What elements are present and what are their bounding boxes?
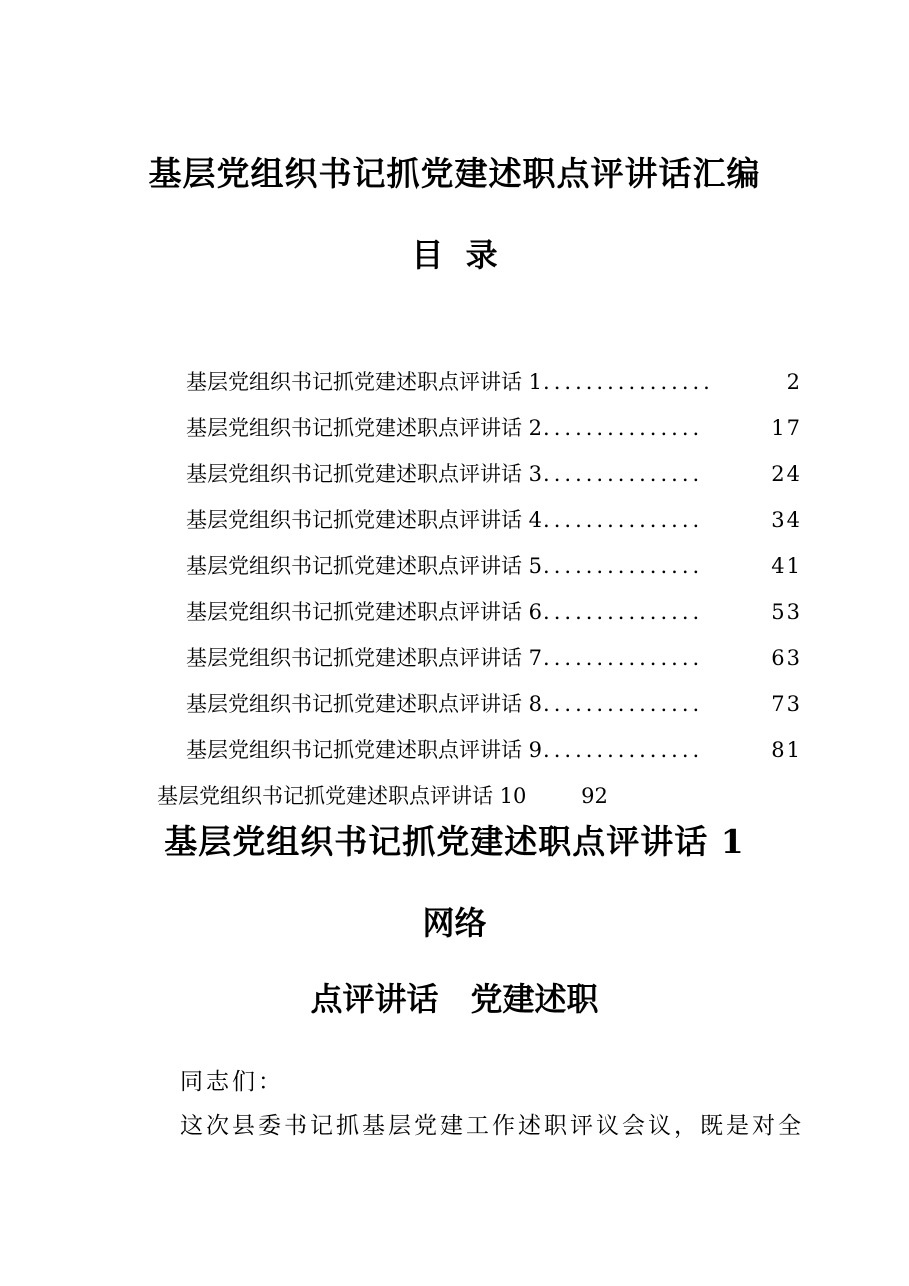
keyword: 点评讲话: [310, 980, 439, 1018]
toc-entry-page: 92: [581, 784, 608, 808]
toc-entry-page: 17: [771, 416, 802, 440]
toc-entry-page: 34: [771, 508, 802, 532]
toc-leader-dots: ...............: [543, 646, 704, 670]
toc-entry[interactable]: [186, 410, 802, 456]
toc-entry-title: 基层党组织书记抓党建述职点评讲话 6: [186, 600, 543, 624]
toc-leader-dots: ................: [543, 370, 714, 394]
toc-leader-dots: ...............: [543, 692, 704, 716]
toc-entry-page: 41: [771, 554, 802, 578]
toc-leader-dots: ...............: [543, 462, 704, 486]
toc-entry-title: 基层党组织书记抓党建述职点评讲话 5: [186, 554, 543, 578]
toc-entry[interactable]: [186, 502, 802, 548]
toc-entry-title: 基层党组织书记抓党建述职点评讲话 7: [186, 646, 543, 670]
toc-leader-dots: ...............: [543, 508, 704, 532]
toc-entry-page: 24: [771, 462, 802, 486]
toc-entry-title: 基层党组织书记抓党建述职点评讲话 1: [186, 370, 543, 394]
toc-entry-last[interactable]: [157, 778, 608, 814]
toc-entry[interactable]: [186, 640, 802, 686]
toc-entry-page: 63: [771, 646, 802, 670]
toc-entry-title: 基层党组织书记抓党建述职点评讲话 4: [186, 508, 543, 532]
toc-entry[interactable]: [186, 594, 802, 640]
keywords: [0, 974, 909, 1020]
toc-entry-page: 53: [771, 600, 802, 624]
toc-leader-dots: ...............: [543, 738, 704, 762]
speech-source: 网络: [422, 904, 487, 942]
toc-entry[interactable]: [186, 456, 802, 502]
toc-entry-title: 基层党组织书记抓党建述职点评讲话 10: [157, 784, 527, 808]
toc-entry[interactable]: [186, 732, 802, 778]
body-paragraph: 这次县委书记抓基层党建工作述职评议会议，既是对全: [180, 1113, 804, 1139]
toc-entry[interactable]: [186, 548, 802, 594]
salutation: 同志们：: [180, 1069, 284, 1095]
toc-leader-dots: ...............: [543, 416, 704, 440]
toc-entry-title: 基层党组织书记抓党建述职点评讲话 2: [186, 416, 543, 440]
toc-entry-title: 基层党组织书记抓党建述职点评讲话 9: [186, 738, 543, 762]
toc-heading: 目 录: [411, 236, 498, 274]
toc-entry-page: 81: [771, 738, 802, 762]
toc-entry-page: 2: [786, 370, 802, 394]
toc-entry-title: 基层党组织书记抓党建述职点评讲话 3: [186, 462, 543, 486]
table-of-contents: [186, 364, 802, 778]
toc-entry-page: 73: [771, 692, 802, 716]
document-title: 基层党组织书记抓党建述职点评讲话汇编: [148, 154, 761, 193]
toc-entry[interactable]: [186, 364, 802, 410]
toc-leader-dots: ...............: [543, 600, 704, 624]
toc-entry[interactable]: [186, 686, 802, 732]
toc-leader-dots: ...............: [543, 554, 704, 578]
speech-title: 基层党组织书记抓党建述职点评讲话 1: [164, 822, 745, 861]
toc-entry-title: 基层党组织书记抓党建述职点评讲话 8: [186, 692, 543, 716]
keyword: 党建述职: [470, 980, 599, 1018]
